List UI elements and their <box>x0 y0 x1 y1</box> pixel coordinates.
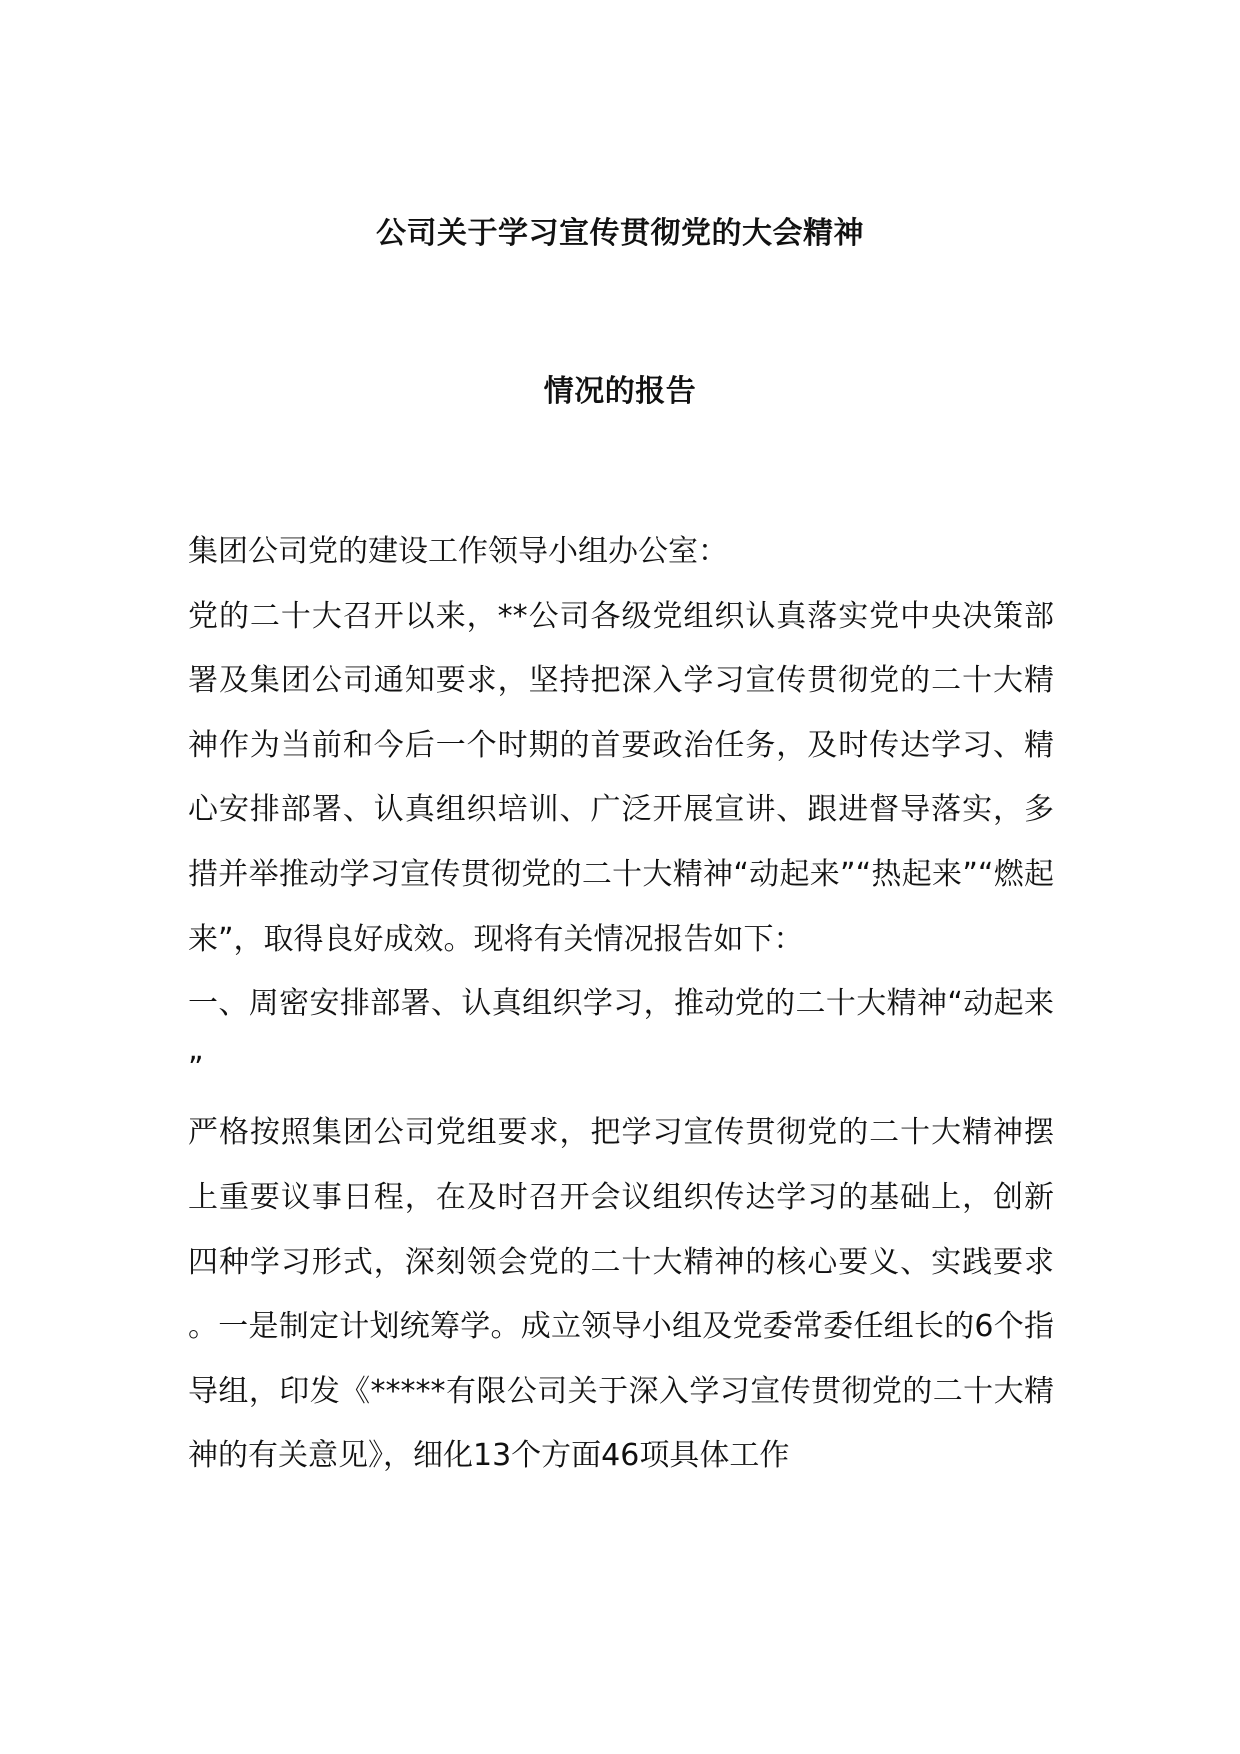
section-heading-1: 一、周密安排部署、认真组织学习，推动党的二十大精神“动起来” <box>188 986 1054 1086</box>
paragraph-section-1: 严格按照集团公司党组要求，把学习宣传贯彻党的二十大精神摆上重要议事日程，在及时召开会议组织传达学习的基础上，创新四种学习形式，深刻领会党的二十大精神的核心要义、实践要求。一是制定计划统筹学。成立领导小组及党委常委任组长的6个指导组，印发《*****有限公司关于深入学习宣传贯彻党的二十大精神的有关意见》，细化13个方面46项具体工作 <box>188 1115 1054 1474</box>
document-body <box>188 520 1054 1489</box>
document-title-line-1: 公司关于学习宣传贯彻党的大会精神 <box>376 216 864 251</box>
paragraph-intro: 党的二十大召开以来，**公司各级党组织认真落实党中央决策部署及集团公司通知要求，坚持把深入学习宣传贯彻党的二十大精神作为当前和今后一个时期的首要政治任务，及时传达学习、精心安排部署、认真组织培训、广泛开展宣讲、跟进督导落实，多措并举推动学习宣传贯彻党的二十大精神“动起来”“热起来”“燃起来”，取得良好成效。现将有关情况报告如下： <box>188 598 1054 957</box>
salutation: 集团公司党的建设工作领导小组办公室： <box>188 534 728 569</box>
document-title-line-2: 情况的报告 <box>543 374 697 409</box>
